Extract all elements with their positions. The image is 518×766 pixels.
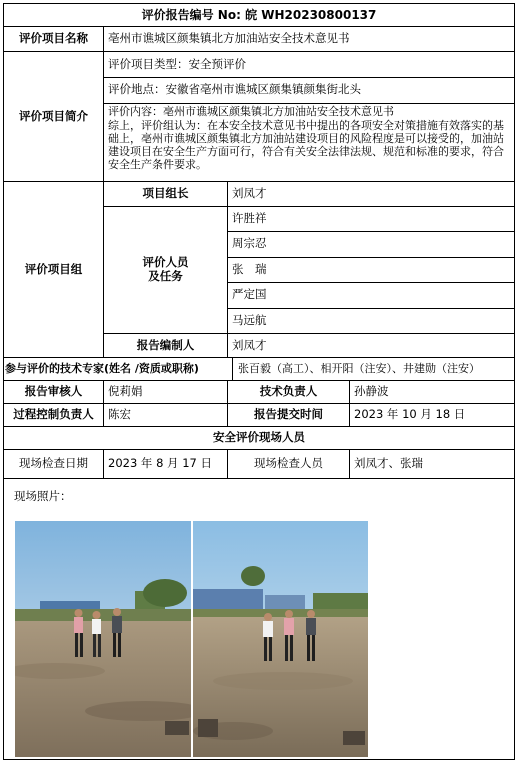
controller-value: 陈宏 [104, 404, 228, 426]
experts-label: 参与评价的技术专家(姓名 /资质或职称) [4, 358, 233, 380]
leader-value: 刘凤才 [232, 186, 267, 201]
writer-value: 刘凤才 [232, 337, 267, 352]
member-3: 张 瑞 [232, 261, 267, 276]
process-row [4, 404, 514, 427]
leader-label: 项目组长 [104, 182, 228, 206]
project-name-row [4, 27, 514, 52]
member-2: 周宗忍 [232, 236, 267, 251]
site-people-label: 现场检查人员 [228, 450, 350, 478]
project-name-value: 亳州市谯城区颜集镇北方加油站安全技术意见书 [108, 31, 350, 46]
project-conclusion: 综上，评价组认为：在本安全技术意见书中提出的各项安全对策措施有效落实的基础上，亳州市谯城区颜集镇北方加油站建设项目的风险程度是可以接受的，加油站建设项目在安全生产方面可行，符合有关安全法律法规、规范和标准的要求，符合安全生产条件要求。 [108, 119, 504, 171]
writer-label: 报告编制人 [104, 333, 228, 358]
project-intro-row [4, 52, 514, 182]
site-check-row [4, 450, 514, 479]
project-type-line: 评价项目类型：安全预评价 [108, 56, 246, 71]
tech-value: 孙静波 [354, 384, 389, 399]
site-photos-area [4, 479, 514, 759]
report-number-row [4, 4, 514, 27]
site-photo-1 [15, 521, 191, 757]
project-name-label: 评价项目名称 [4, 27, 104, 51]
member-5: 马远航 [232, 312, 267, 327]
project-content-line: 评价内容：亳州市谯城区颜集镇北方加油站安全技术意见书 [108, 105, 394, 118]
members-label: 评价人员 及任务 [104, 206, 228, 333]
site-photos-label: 现场照片： [14, 489, 72, 503]
site-section-row [4, 427, 514, 450]
reviewer-value: 倪莉娟 [104, 381, 228, 403]
member-1: 许胜祥 [232, 210, 267, 225]
controller-label: 过程控制负责人 [4, 404, 104, 426]
reviewer-label: 报告审核人 [4, 381, 104, 403]
review-row [4, 381, 514, 404]
project-location-line: 评价地点：安徽省亳州市谯城区颜集镇颜集街北头 [108, 82, 361, 97]
evaluation-report-table [3, 3, 515, 760]
project-intro-label: 评价项目简介 [4, 52, 104, 181]
experts-value: 张百毅（高工）、相开阳（注安）、井建勋（注安） [238, 362, 480, 376]
site-people-value: 刘凤才、张瑞 [354, 456, 423, 471]
site-photo-2 [193, 521, 368, 757]
submit-label: 报告提交时间 [228, 404, 350, 426]
member-4: 严定国 [232, 287, 267, 302]
team-label: 评价项目组 [4, 182, 104, 357]
team-row [4, 182, 514, 358]
submit-date: 2023 年 10 月 18 日 [354, 407, 466, 422]
project-intro-content [104, 52, 514, 181]
report-number: 评价报告编号 No: 皖 WH20230800137 [141, 7, 377, 22]
site-date-label: 现场检查日期 [4, 450, 104, 478]
site-section-title: 安全评价现场人员 [213, 430, 305, 445]
tech-label: 技术负责人 [228, 381, 350, 403]
experts-row [4, 358, 514, 381]
site-date-value: 2023 年 8 月 17 日 [104, 450, 228, 478]
